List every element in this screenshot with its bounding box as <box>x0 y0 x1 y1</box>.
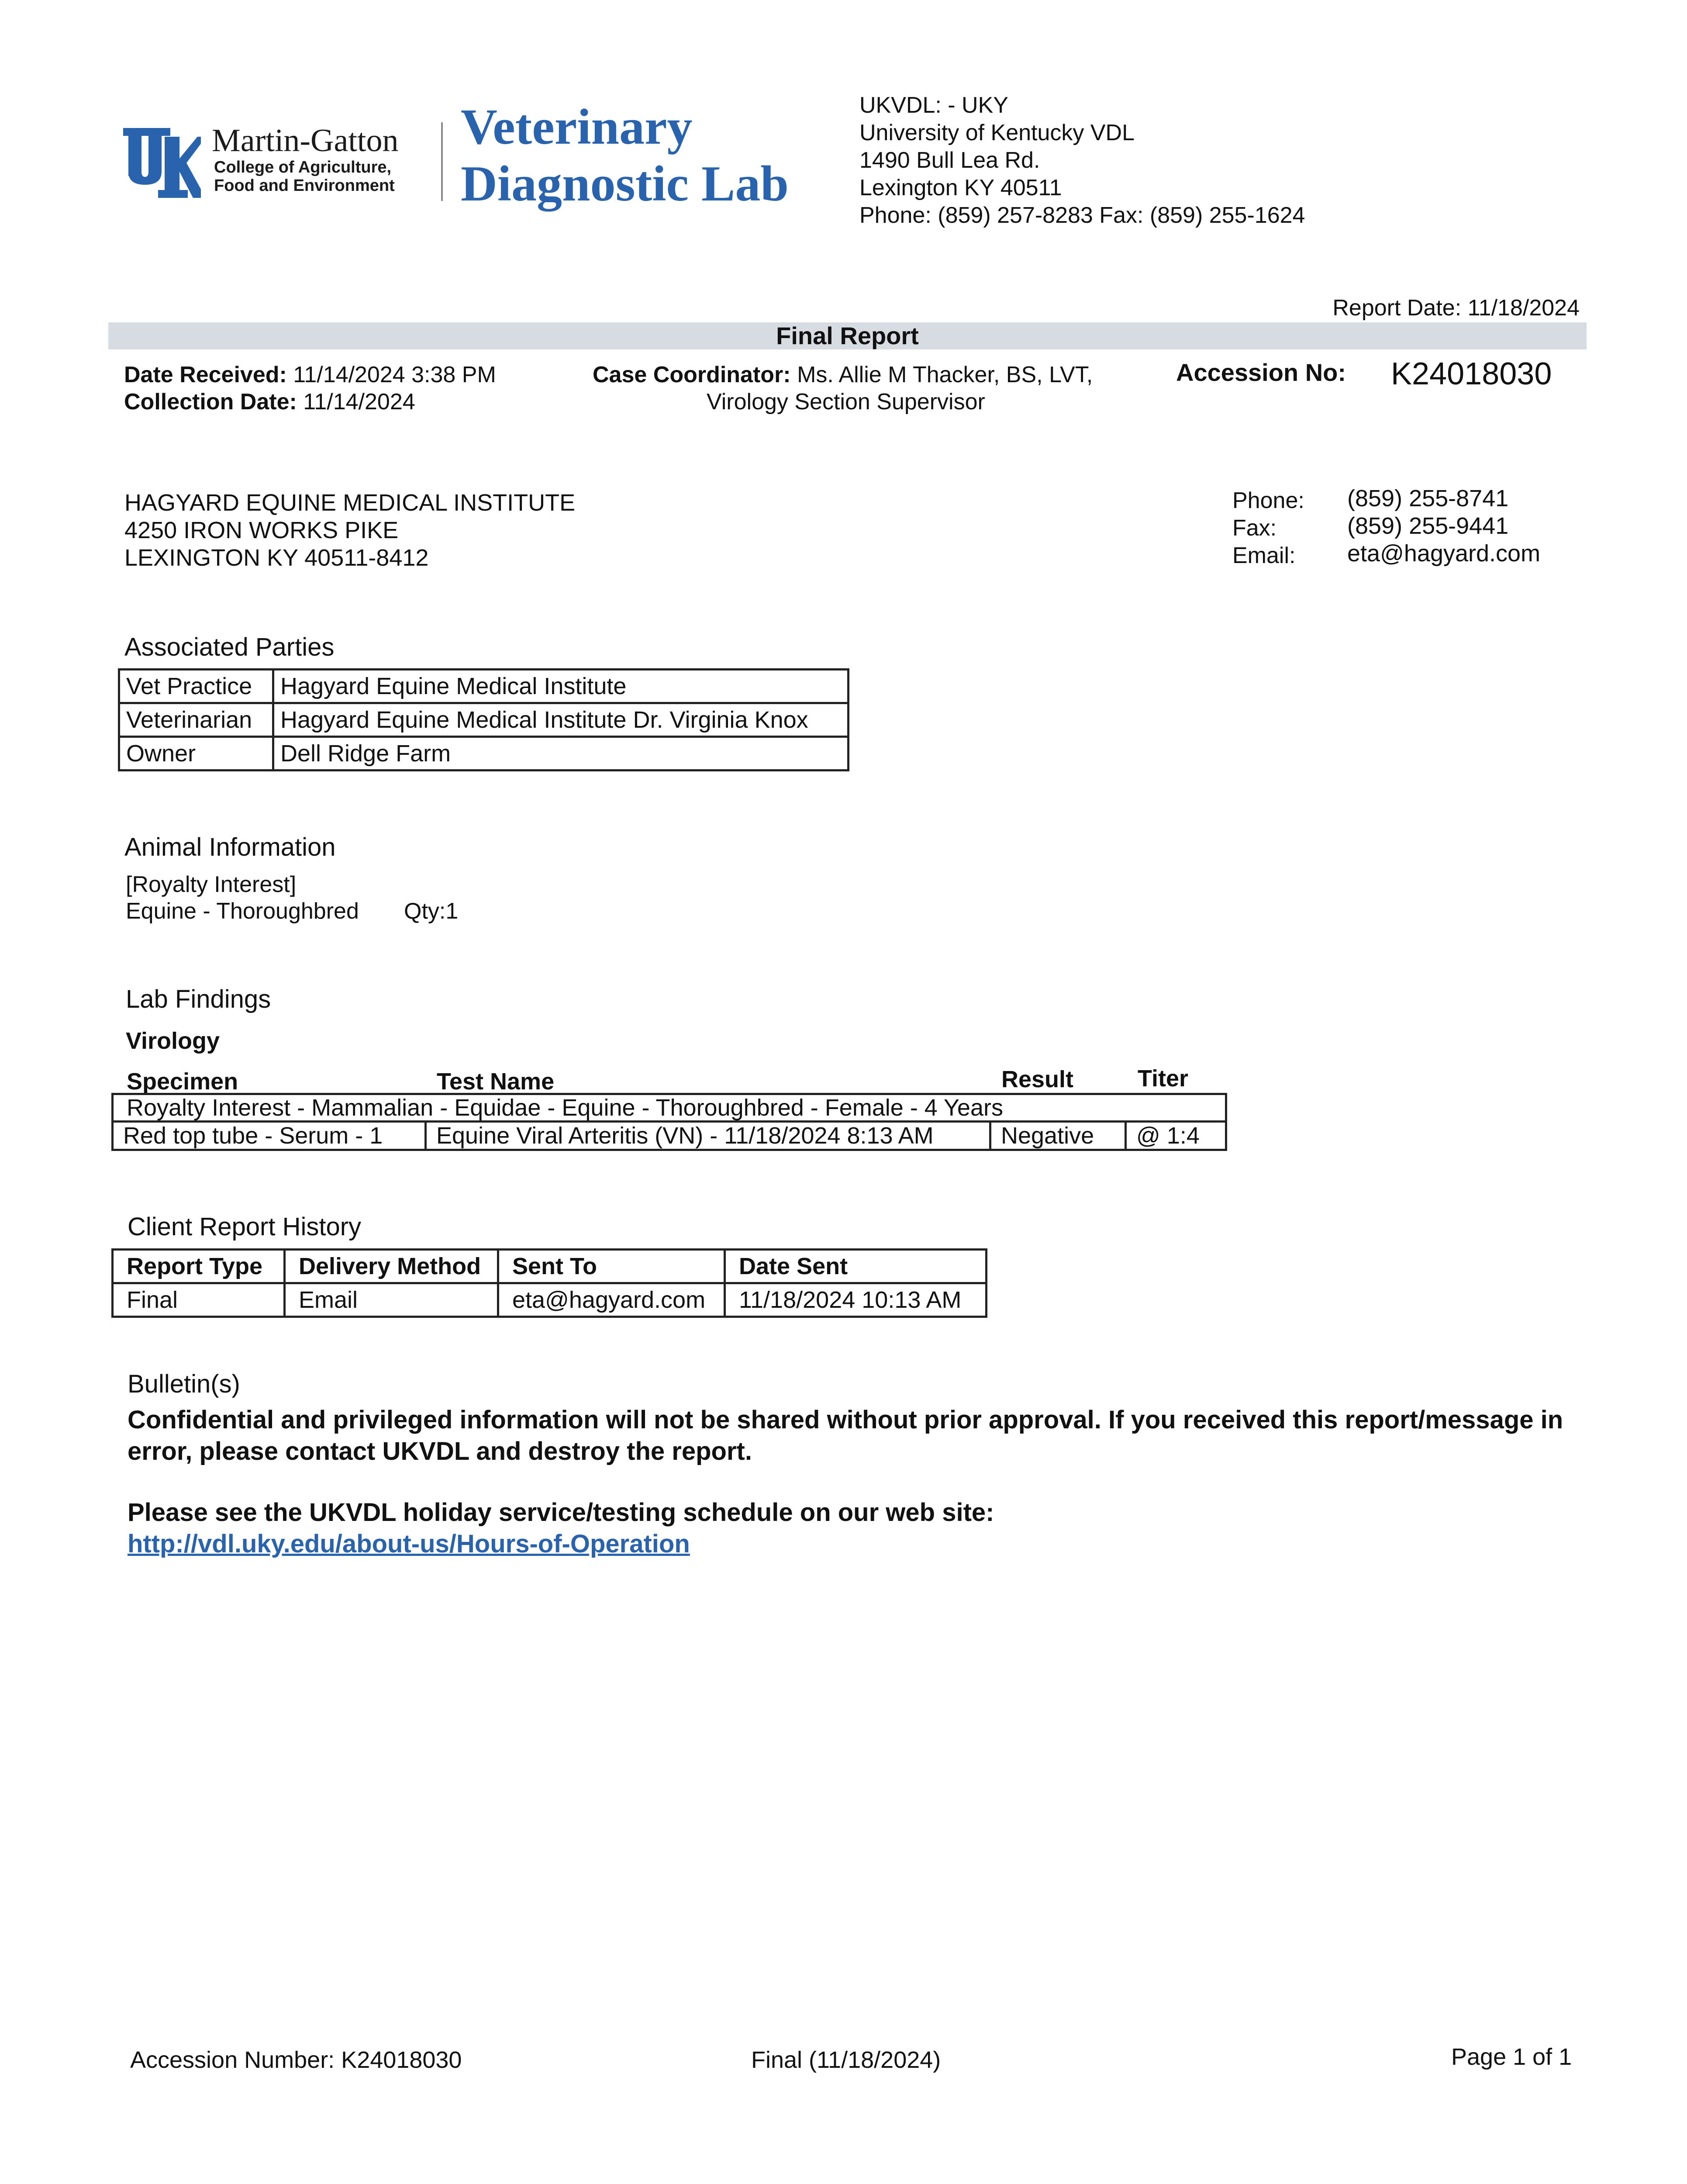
footer-accession: Accession Number: K24018030 <box>130 2047 462 2073</box>
party-name: Hagyard Equine Medical Institute <box>273 670 849 703</box>
lab-name-line1: Veterinary <box>461 99 693 155</box>
report-history-table <box>111 1248 987 1318</box>
party-name: Hagyard Equine Medical Institute Dr. Virginia Knox <box>273 703 849 737</box>
history-delivery-method: Email <box>285 1283 498 1317</box>
lab-address-line: 1490 Bull Lea Rd. <box>859 148 1040 173</box>
history-header: Date Sent <box>725 1250 987 1283</box>
lab-findings-heading: Lab Findings <box>126 985 271 1013</box>
virology-heading: Virology <box>126 1028 220 1054</box>
accession-number: K24018030 <box>1391 356 1552 391</box>
date-received <box>124 362 496 388</box>
collection-date-label: Collection Date: <box>124 389 297 415</box>
party-name: Dell Ridge Farm <box>273 737 849 771</box>
bulletins-heading: Bulletin(s) <box>128 1370 240 1398</box>
case-coordinator-value: Ms. Allie M Thacker, BS, LVT, <box>797 362 1093 387</box>
logo-divider <box>441 122 443 201</box>
result-row <box>111 1120 1227 1151</box>
case-coordinator-label: Case Coordinator: <box>593 362 791 387</box>
hours-of-operation-link[interactable]: http://vdl.uky.edu/about-us/Hours-of-Operation <box>128 1530 690 1558</box>
lab-phone-fax: Phone: (859) 257-8283 Fax: (859) 255-1624 <box>859 203 1305 228</box>
bulletin-holiday-notice: Please see the UKVDL holiday service/testing schedule on our web site: <box>128 1498 994 1527</box>
result-value: Negative <box>989 1123 1125 1149</box>
fax-label: Fax: <box>1232 515 1277 541</box>
client-city: LEXINGTON KY 40511-8412 <box>124 545 429 571</box>
bulletin-confidential-line2: error, please contact UKVDL and destroy the report. <box>128 1437 752 1465</box>
date-received-value: 11/14/2024 3:38 PM <box>293 362 496 387</box>
email-label: Email: <box>1232 543 1296 568</box>
table-row <box>113 1283 987 1317</box>
footer-status: Final (11/18/2024) <box>751 2047 941 2073</box>
college-subtitle-2: Food and Environment <box>214 176 395 195</box>
footer-page-number: Page 1 of 1 <box>1451 2044 1572 2070</box>
table-row <box>119 670 849 703</box>
party-role: Veterinarian <box>119 703 273 737</box>
client-fax: (859) 255-9441 <box>1347 513 1509 539</box>
history-header: Sent To <box>498 1250 725 1283</box>
client-contact-values <box>1347 485 1540 567</box>
collection-date <box>124 389 415 415</box>
history-report-type: Final <box>113 1283 285 1317</box>
party-role: Vet Practice <box>119 670 273 703</box>
specimen-value: Red top tube - Serum - 1 <box>123 1123 383 1149</box>
history-sent-to: eta@hagyard.com <box>498 1283 725 1317</box>
titer-value: @ 1:4 <box>1125 1123 1225 1149</box>
result-header: Result <box>1001 1066 1074 1092</box>
party-role: Owner <box>119 737 273 771</box>
history-header: Report Type <box>113 1250 285 1283</box>
table-row <box>119 703 849 737</box>
college-subtitle-1: College of Agriculture, <box>214 158 392 176</box>
report-history-heading: Client Report History <box>128 1213 362 1241</box>
table-row <box>113 1250 987 1283</box>
lab-address-line: University of Kentucky VDL <box>859 120 1135 145</box>
uk-logo-icon <box>123 128 201 198</box>
lab-address-line: UKVDL: - UKY <box>859 93 1008 118</box>
case-coordinator <box>593 362 1093 388</box>
client-street: 4250 IRON WORKS PIKE <box>124 517 399 543</box>
report-date: Report Date: 11/18/2024 <box>1332 295 1580 321</box>
animal-qty: Qty:1 <box>404 898 459 924</box>
coordinator-title: Virology Section Supervisor <box>707 389 985 415</box>
lab-address-line: Lexington KY 40511 <box>859 175 1062 200</box>
associated-parties-heading: Associated Parties <box>124 633 335 661</box>
client-email: eta@hagyard.com <box>1347 540 1541 567</box>
animal-name: [Royalty Interest] <box>126 872 297 897</box>
college-name: Martin-Gatton <box>212 123 399 159</box>
history-date-sent: 11/18/2024 10:13 AM <box>725 1283 987 1317</box>
report-title: Final Report <box>776 322 919 349</box>
titer-header: Titer <box>1138 1065 1189 1092</box>
bulletin-confidential-line1: Confidential and privileged information will not be shared without prior approval. If you received this report/message in <box>128 1406 1563 1434</box>
lab-address <box>859 92 1305 229</box>
client-phone: (859) 255-8741 <box>1347 485 1509 511</box>
test-name-value: Equine Viral Arteritis (VN) - 11/18/2024 8:13 AM <box>424 1123 1101 1149</box>
accession-label: Accession No: <box>1176 359 1346 386</box>
associated-parties-table <box>118 668 849 771</box>
phone-label: Phone: <box>1232 488 1304 513</box>
animal-info-heading: Animal Information <box>124 833 336 861</box>
date-received-label: Date Received: <box>124 362 287 387</box>
collection-date-value: 11/14/2024 <box>303 389 415 415</box>
animal-description-row <box>111 1093 1227 1123</box>
history-header: Delivery Method <box>285 1250 498 1283</box>
client-address <box>124 489 575 572</box>
table-row <box>119 737 849 771</box>
test-name-header: Test Name <box>437 1068 555 1095</box>
animal-description: Royalty Interest - Mammalian - Equidae - Equine - Thoroughbred - Female - 4 Years <box>127 1095 1003 1121</box>
client-name: HAGYARD EQUINE MEDICAL INSTITUTE <box>124 490 576 516</box>
client-contact-labels <box>1232 487 1304 570</box>
specimen-header: Specimen <box>127 1068 238 1095</box>
lab-name-line2: Diagnostic Lab <box>461 156 789 212</box>
animal-species: Equine - Thoroughbred <box>126 898 359 924</box>
